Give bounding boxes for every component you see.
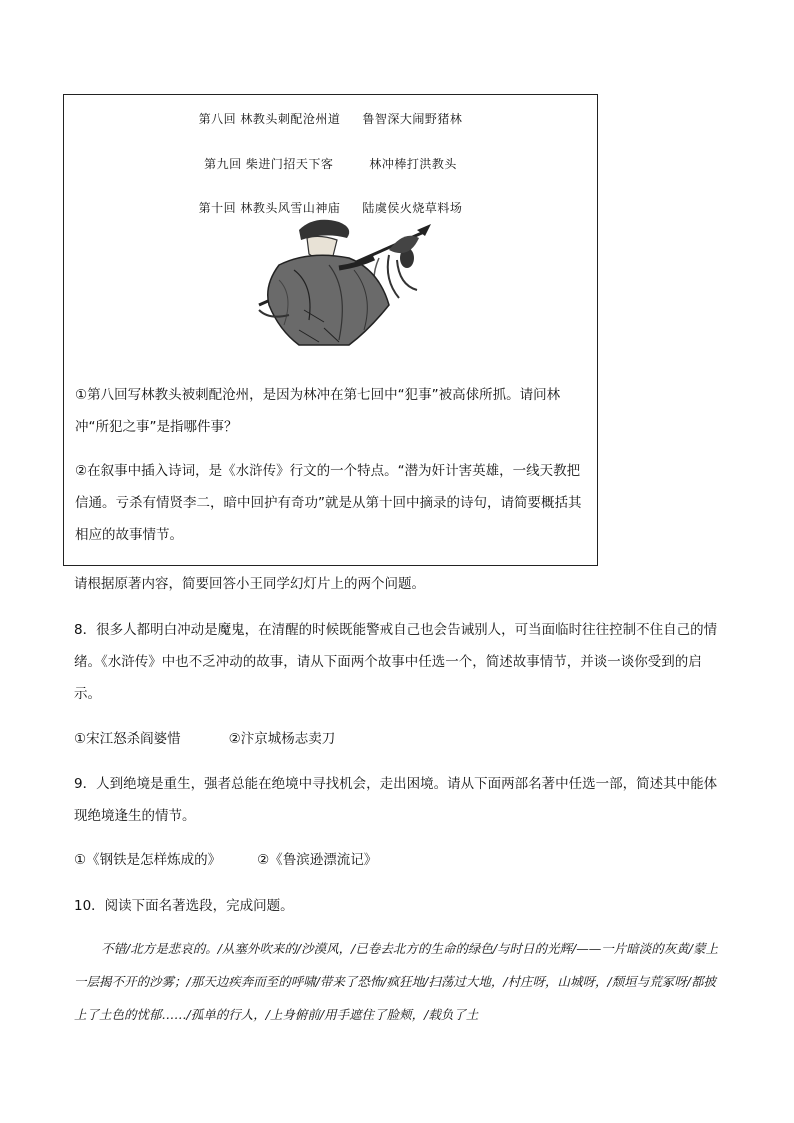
chapter-9-title — [64, 155, 597, 172]
question-10-poem-excerpt: 不错/北方是悲哀的。/从塞外吹来的/沙漠风，/已卷去北方的生命的绿色/与时日的光辉/——一片暗淡的灰黄/蒙上一层揭不开的沙雾；/那天边疾奔而至的呼啸/带来了恐怖/疯狂地/扫荡过大地，/村庄呀，山城呀，/颓垣与荒冢呀/都披上了土色的忧郁……/孤单的行人，/上身俯前/用手遮住了脸颊，/载负了土 — [74, 941, 718, 1022]
chapter-8-right: 鲁智深大闹野猪林 — [362, 112, 463, 126]
question-9-option-1: ①《钢铁是怎样炼成的》 — [74, 852, 222, 868]
chapter-9-right: 林冲棒打洪教头 — [369, 157, 457, 171]
question-8-options — [74, 723, 724, 755]
chapter-8-left: 第八回 林教头刺配沧州道 — [198, 112, 341, 126]
question-8-option-2: ②汴京城杨志卖刀 — [228, 731, 336, 747]
question-8-option-1: ①宋江怒杀阎婆惜 — [74, 731, 181, 747]
slide-question-1: ①第八回写林教头被刺配沧州，是因为林冲在第七回中“犯事”被高俅所抓。请问林冲“所犯之事”是指哪件事？ — [75, 387, 561, 435]
question-9: 9．人到绝境是重生，强者总能在绝境中寻找机会，走出困境。请从下面两部名著中任选一部，简述其中能体现绝境逢生的情节。 — [74, 776, 718, 824]
question-9-option-2: ②《鲁滨逊漂流记》 — [257, 852, 378, 868]
chapter-10-right: 陆虞侯火烧草料场 — [362, 201, 463, 215]
lin-chong-illustration — [239, 210, 434, 350]
question-9-options — [74, 844, 724, 876]
question-10: 10．阅读下面名著选段，完成问题。 — [74, 898, 294, 914]
slide-question-2: ②在叙事中插入诗词，是《水浒传》行文的一个特点。“潜为奸计害英雄，一线天教把信通。亏杀有情贤李二，暗中回护有奇功”就是从第十回中摘录的诗句，请简要概括其相应的故事情节。 — [75, 463, 582, 543]
chapter-9-left: 第九回 柴进门招天下客 — [204, 157, 334, 171]
chapter-10-left: 第十回 林教头风雪山神庙 — [198, 201, 341, 215]
slide-box — [63, 94, 598, 566]
question-8: 8．很多人都明白冲动是魔鬼，在清醒的时候既能警戒自己也会告诫别人，可当面临时往往控制不住自己的情绪。《水浒传》中也不乏冲动的故事，请从下面两个故事中任选一个，简述故事情节，并谈一谈你受到的启示。 — [74, 622, 718, 702]
instruction-text: 请根据原著内容，简要回答小王同学幻灯片上的两个问题。 — [74, 576, 425, 592]
chapter-8-title — [64, 110, 597, 127]
